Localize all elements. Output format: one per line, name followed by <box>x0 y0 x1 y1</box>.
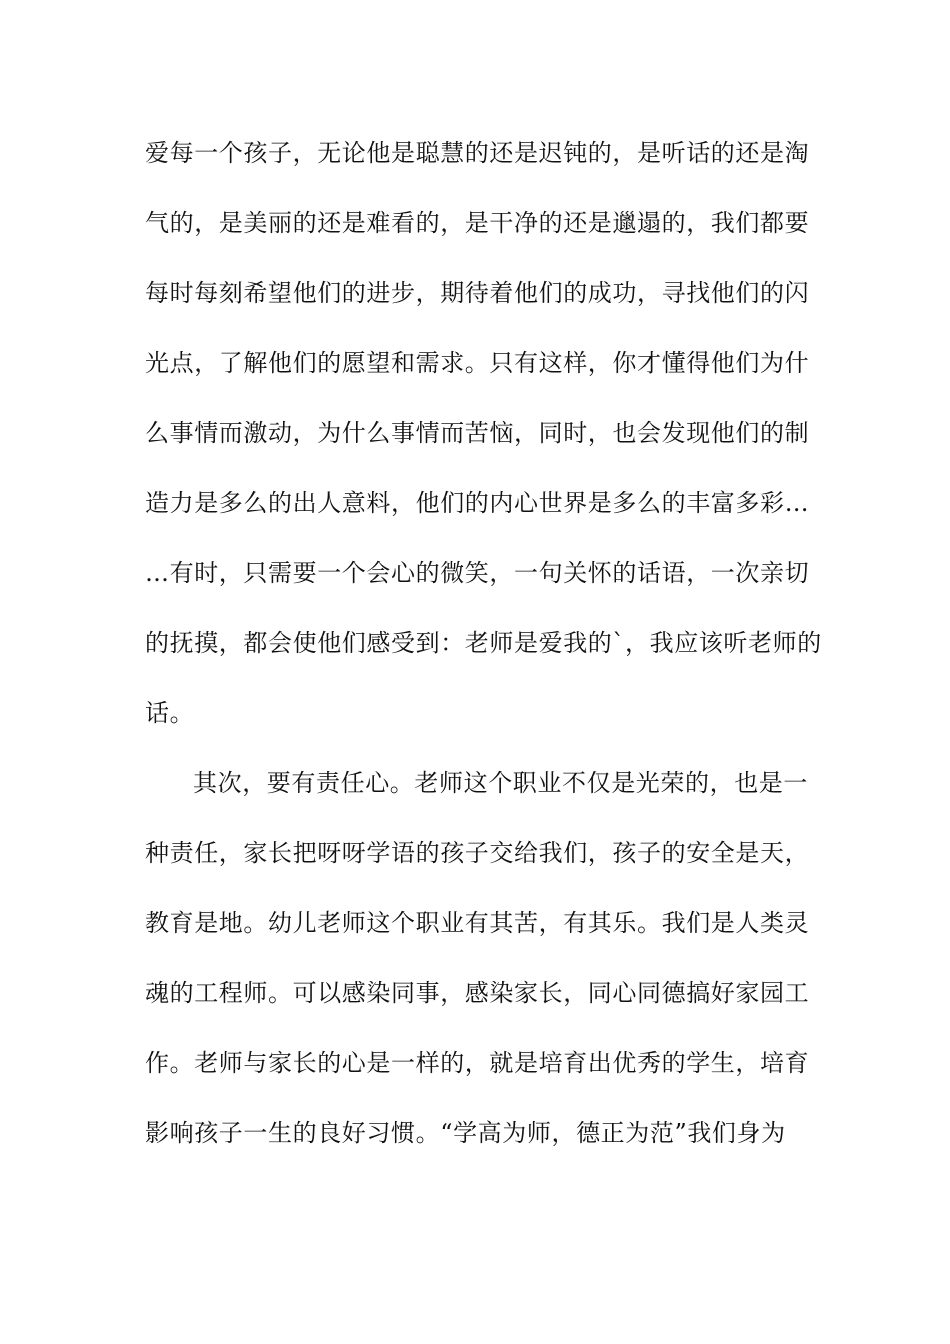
text-line: 魂的工程师。可以感染同事，感染家长，同心同德搞好家园工 <box>145 979 810 1007</box>
body-text <box>145 130 822 1180</box>
text-line: …有时，只需要一个会心的微笑，一句关怀的话语，一次亲切 <box>145 559 810 587</box>
text-line: 作。老师与家长的心是一样的，就是培育出优秀的学生，培育 <box>145 1049 810 1077</box>
text-line: 造力是多么的出人意料，他们的内心世界是多么的丰富多彩… <box>145 489 810 517</box>
text-line: 光点，了解他们的愿望和需求。只有这样，你才懂得他们为什 <box>145 349 810 377</box>
text-line: 教育是地。幼儿老师这个职业有其苦，有其乐。我们是人类灵 <box>145 909 810 937</box>
text-line: 种责任，家长把呀呀学语的孩子交给我们，孩子的安全是天， <box>145 839 810 867</box>
paragraph-first-line: 其次，要有责任心。老师这个职业不仅是光荣的，也是一 <box>193 769 808 797</box>
text-line: 爱每一个孩子，无论他是聪慧的还是迟钝的，是听话的还是淘 <box>145 139 810 167</box>
text-line: 话。 <box>145 699 195 727</box>
text-line: 气的，是美丽的还是难看的，是干净的还是邋遢的，我们都要 <box>145 209 810 237</box>
text-line: 的抚摸，都会使他们感受到：老师是爱我的`，我应该听老师的 <box>145 629 822 657</box>
text-line: 影响孩子一生的良好习惯。“学高为师，德正为范”我们身为 <box>145 1119 786 1147</box>
text-line: 每时每刻希望他们的进步，期待着他们的成功，寻找他们的闪 <box>145 279 810 307</box>
text-line: 么事情而激动，为什么事情而苦恼，同时，也会发现他们的制 <box>145 419 810 447</box>
